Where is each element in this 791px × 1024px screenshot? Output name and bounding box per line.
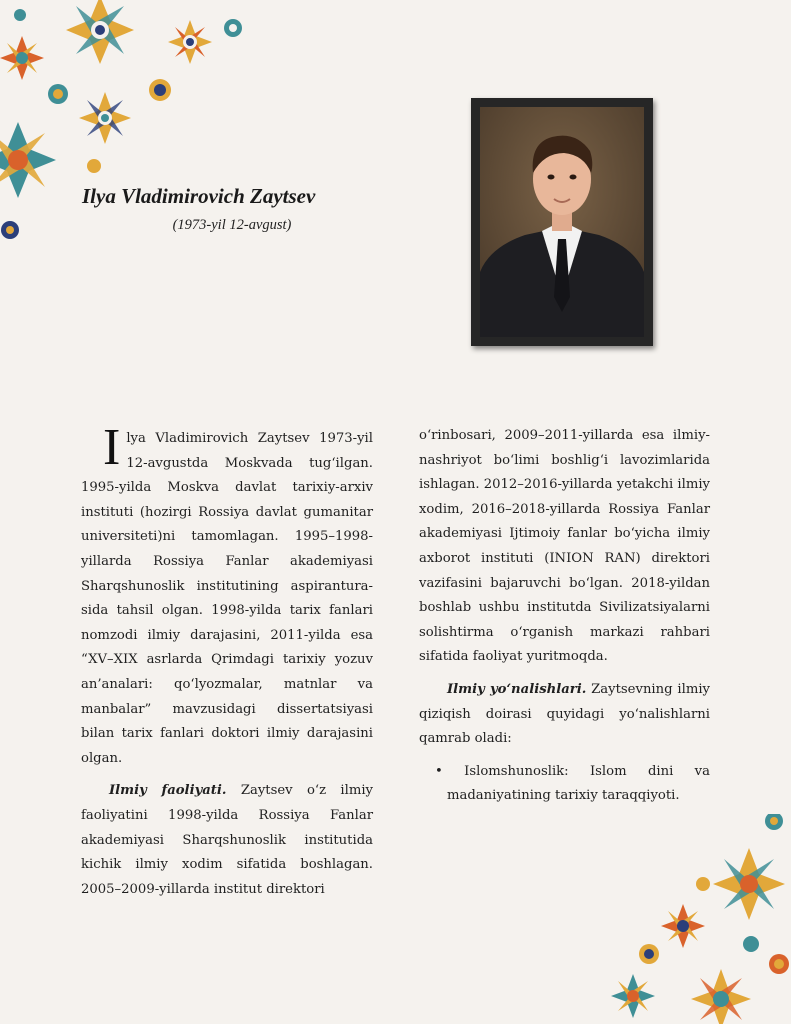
directions-paragraph bbox=[419, 678, 710, 752]
person-dates: (1973-yil 12-avgust) bbox=[172, 217, 292, 233]
drop-cap: I bbox=[103, 419, 121, 476]
directions-text: Zaytsevning ilmiy qiziqish doirasi quyidagi yo‘nalishlarni qamrab oladi: bbox=[419, 681, 710, 747]
activity-heading: Ilmiy faoliyati. bbox=[109, 783, 227, 799]
intro-text: lya Vladimirovich Zaytsev 1973-yil 12-avgustda Moskvada tug‘ilgan. 1995-yilda Moskva davlat tarixiy-arxiv instituti (hozirgi Rossiya davlat gumanitar universiteti)ni tamomlagan. 1995–1998-yillarda Rossiya Fanlar akademiyasi Sharqshunoslik institutining aspirantura-sida tahsil olgan. 1998-yilda tarix fanlari nomzodi ilmiy darajasini, 2011-yilda esa “XV–XIX asrlarda Qrimdagi tarixiy yozuv an’analari: qo‘lyozmalar, matnlar va manbalar” mavzusidagi dissertatsiyasi bilan tarix fanlari doktori ilmiy darajasini olgan. bbox=[81, 431, 373, 766]
ornament-top-left bbox=[0, 0, 250, 250]
ornament-bottom-right bbox=[591, 814, 791, 1024]
activity-paragraph-continued: o‘rinbosari, 2009–2011-yillarda esa ilmiy-nashriyot bo‘limi boshlig‘i lavozimlarida ishlagan. 2012–2016-yillarda yetakchi ilmiy xodim, 2016–2018-yillarda Rossiya Fanlar akademiyasi Ijtimoiy fanlar bo‘yicha ilmiy axborot instituti (INION RAN) direktori vazifasini bajaruvchi bo‘lgan. 2018-yildan boshlab ushbu institutda Sivilizatsiyalarni solishtirma o‘rganish markazi rahbari sifatida faoliyat yuritmoqda. bbox=[419, 428, 710, 665]
activity-paragraph bbox=[81, 779, 373, 902]
directions-heading: Ilmiy yo‘nalishlari. bbox=[447, 681, 587, 697]
list-item bbox=[419, 760, 710, 809]
article-column-2 bbox=[419, 424, 710, 817]
star-motif bbox=[66, 0, 134, 64]
intro-paragraph bbox=[81, 419, 373, 771]
activity-text: Zaytsev o‘z ilmiy faoliyatini 1998-yilda Rossiya Fanlar akademiyasi Sharqshunoslik institutida kichik ilmiy xodim sifatida boshlagan. 2005–2009-yillarda institut direktori bbox=[81, 783, 373, 897]
portrait-photo bbox=[471, 98, 653, 346]
bullet-marker: • bbox=[435, 763, 443, 779]
article-column-1 bbox=[81, 419, 373, 910]
list-item-text: Islomshunoslik: Islom dini va madaniyatining tarixiy taraqqiyoti. bbox=[447, 763, 710, 804]
person-name: Ilya Vladimirovich Zaytsev bbox=[82, 184, 316, 208]
